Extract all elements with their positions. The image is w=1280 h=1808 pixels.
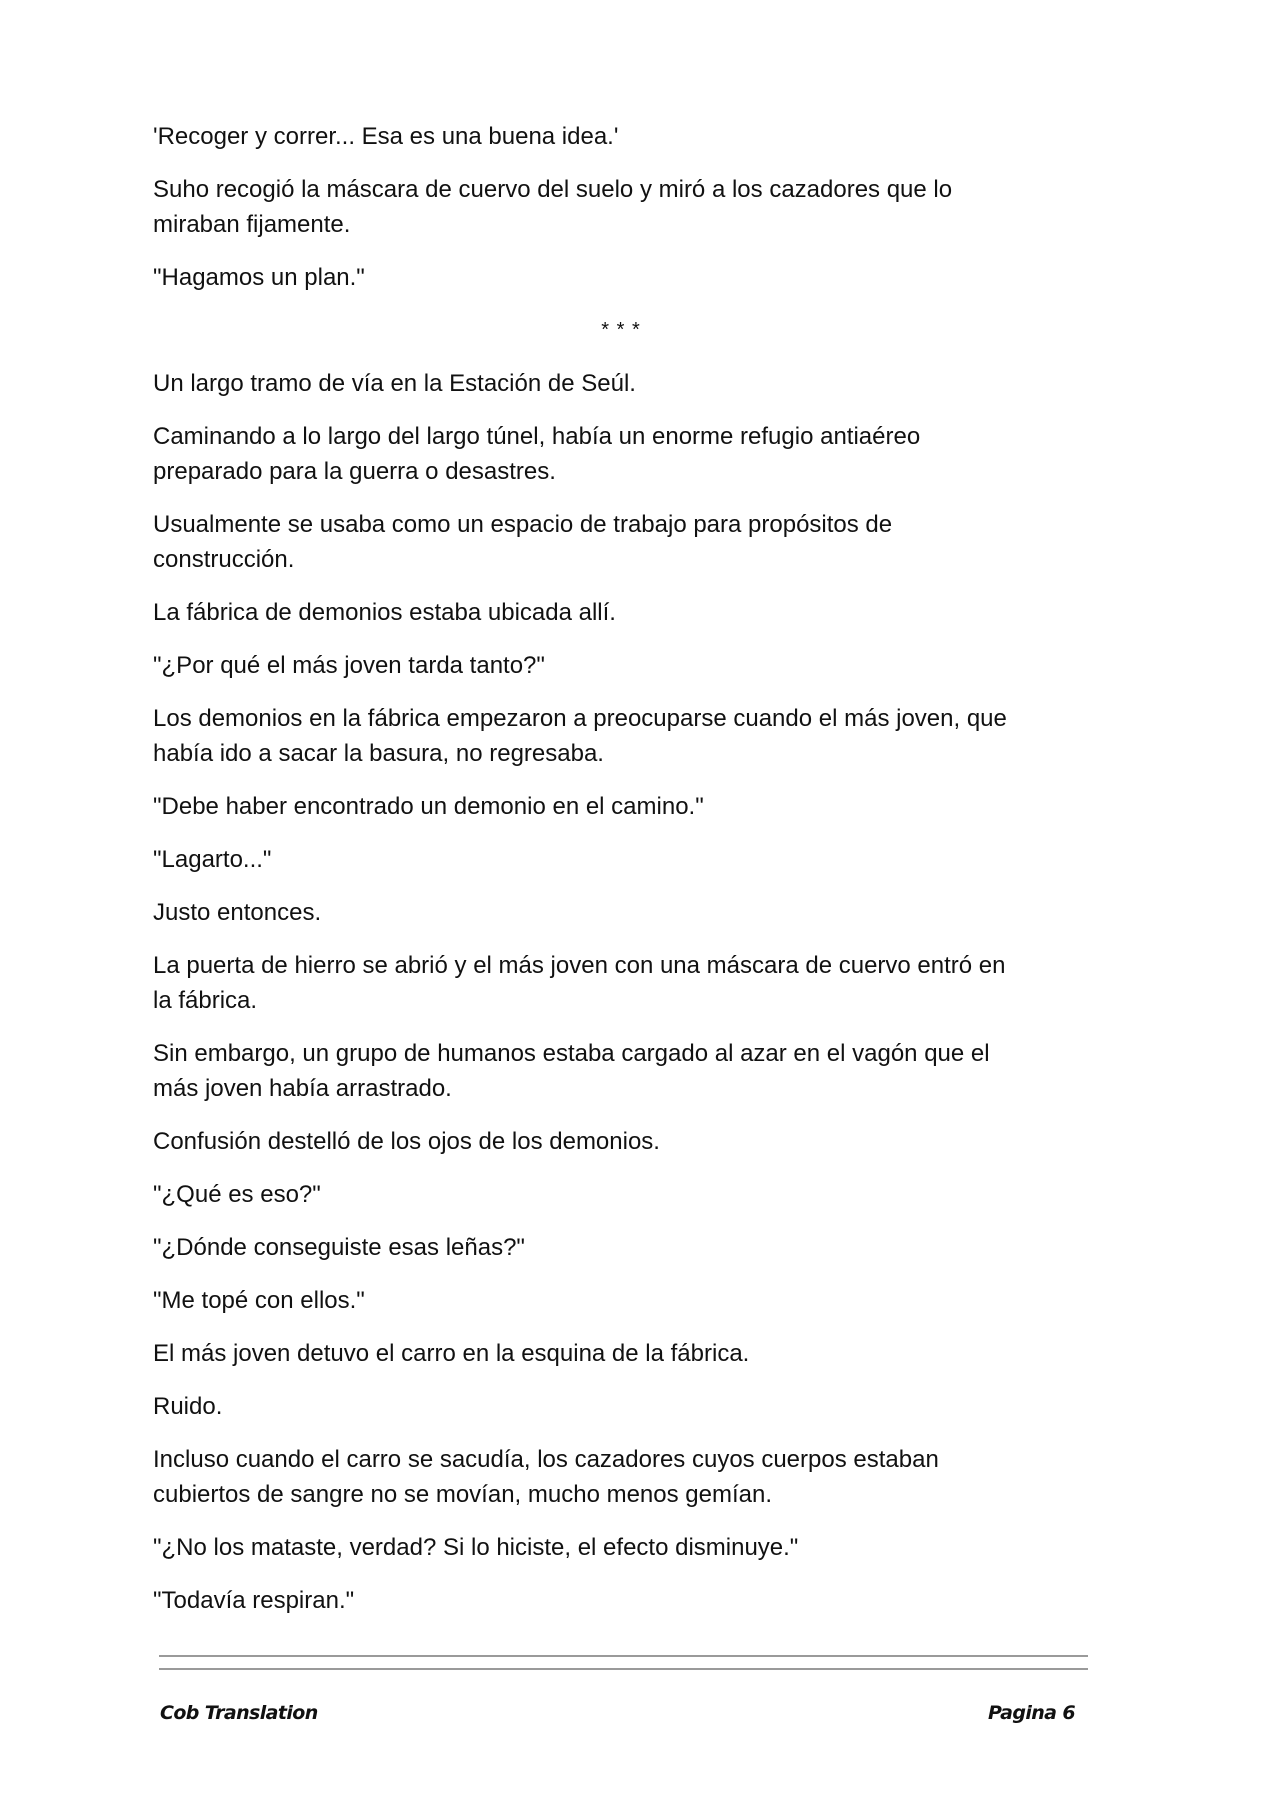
paragraph xyxy=(153,648,1093,683)
text-line: "Lagarto..." xyxy=(153,846,272,873)
paragraph xyxy=(153,948,1093,1018)
paragraph xyxy=(153,701,1093,771)
text-line: "Hagamos un plan." xyxy=(153,264,365,291)
text-line: "¿Dónde conseguiste esas leñas?" xyxy=(153,1234,525,1261)
text-line: cubiertos de sangre no se movían, mucho menos gemían. xyxy=(153,1481,773,1508)
text-line: La puerta de hierro se abrió y el más joven con una máscara de cuervo entró en xyxy=(153,952,1006,979)
paragraph xyxy=(153,595,1093,630)
text-line: "Debe haber encontrado un demonio en el camino." xyxy=(153,793,704,820)
paragraph xyxy=(153,1036,1093,1106)
paragraph xyxy=(153,366,1093,401)
footer-page-number: Pagina 6 xyxy=(988,1702,1076,1724)
paragraph xyxy=(153,1389,1093,1424)
footer-translator-credit: Cob Translation xyxy=(160,1702,318,1724)
text-line: Incluso cuando el carro se sacudía, los cazadores cuyos cuerpos estaban xyxy=(153,1446,939,1473)
paragraph xyxy=(153,1124,1093,1159)
paragraph xyxy=(153,1583,1093,1618)
paragraph xyxy=(153,1530,1093,1565)
text-line: "¿Qué es eso?" xyxy=(153,1181,321,1208)
paragraph xyxy=(153,1336,1093,1371)
text-line: "¿Por qué el más joven tarda tanto?" xyxy=(153,652,545,679)
text-line: 'Recoger y correr... Esa es una buena idea.' xyxy=(153,123,619,150)
text-line: Los demonios en la fábrica empezaron a preocuparse cuando el más joven, que xyxy=(153,705,1007,732)
text-line: Justo entonces. xyxy=(153,899,322,926)
paragraph xyxy=(153,260,1093,295)
text-line: Caminando a lo largo del largo túnel, había un enorme refugio antiaéreo xyxy=(153,423,921,450)
text-line: Suho recogió la máscara de cuervo del suelo y miró a los cazadores que lo xyxy=(153,176,953,203)
text-line: Confusión destelló de los ojos de los demonios. xyxy=(153,1128,660,1155)
page-body xyxy=(153,119,1093,1636)
scene-separator: * * * xyxy=(601,319,641,341)
footer-divider-top xyxy=(159,1655,1088,1657)
text-line: "Todavía respiran." xyxy=(153,1587,355,1614)
paragraph xyxy=(153,789,1093,824)
text-line: la fábrica. xyxy=(153,987,258,1014)
paragraph xyxy=(153,842,1093,877)
footer-divider-bottom xyxy=(159,1668,1088,1670)
text-line: Sin embargo, un grupo de humanos estaba cargado al azar en el vagón que el xyxy=(153,1040,990,1067)
text-line: construcción. xyxy=(153,546,295,573)
text-line: El más joven detuvo el carro en la esquina de la fábrica. xyxy=(153,1340,750,1367)
text-line: preparado para la guerra o desastres. xyxy=(153,458,556,485)
paragraph xyxy=(153,172,1093,242)
text-line: La fábrica de demonios estaba ubicada allí. xyxy=(153,599,616,626)
paragraph xyxy=(153,119,1093,154)
text-line: Un largo tramo de vía en la Estación de Seúl. xyxy=(153,370,636,397)
text-line: "¿No los mataste, verdad? Si lo hiciste, el efecto disminuye." xyxy=(153,1534,799,1561)
paragraph xyxy=(153,1283,1093,1318)
text-line: más joven había arrastrado. xyxy=(153,1075,452,1102)
paragraph xyxy=(153,507,1093,577)
text-line: "Me topé con ellos." xyxy=(153,1287,365,1314)
text-line: miraban fijamente. xyxy=(153,211,351,238)
paragraph xyxy=(153,1177,1093,1212)
text-line: había ido a sacar la basura, no regresaba. xyxy=(153,740,604,767)
paragraph xyxy=(153,419,1093,489)
paragraph xyxy=(153,1442,1093,1512)
paragraph xyxy=(153,1230,1093,1265)
text-line: Usualmente se usaba como un espacio de trabajo para propósitos de xyxy=(153,511,893,538)
paragraph xyxy=(153,895,1093,930)
text-line: Ruido. xyxy=(153,1393,223,1420)
